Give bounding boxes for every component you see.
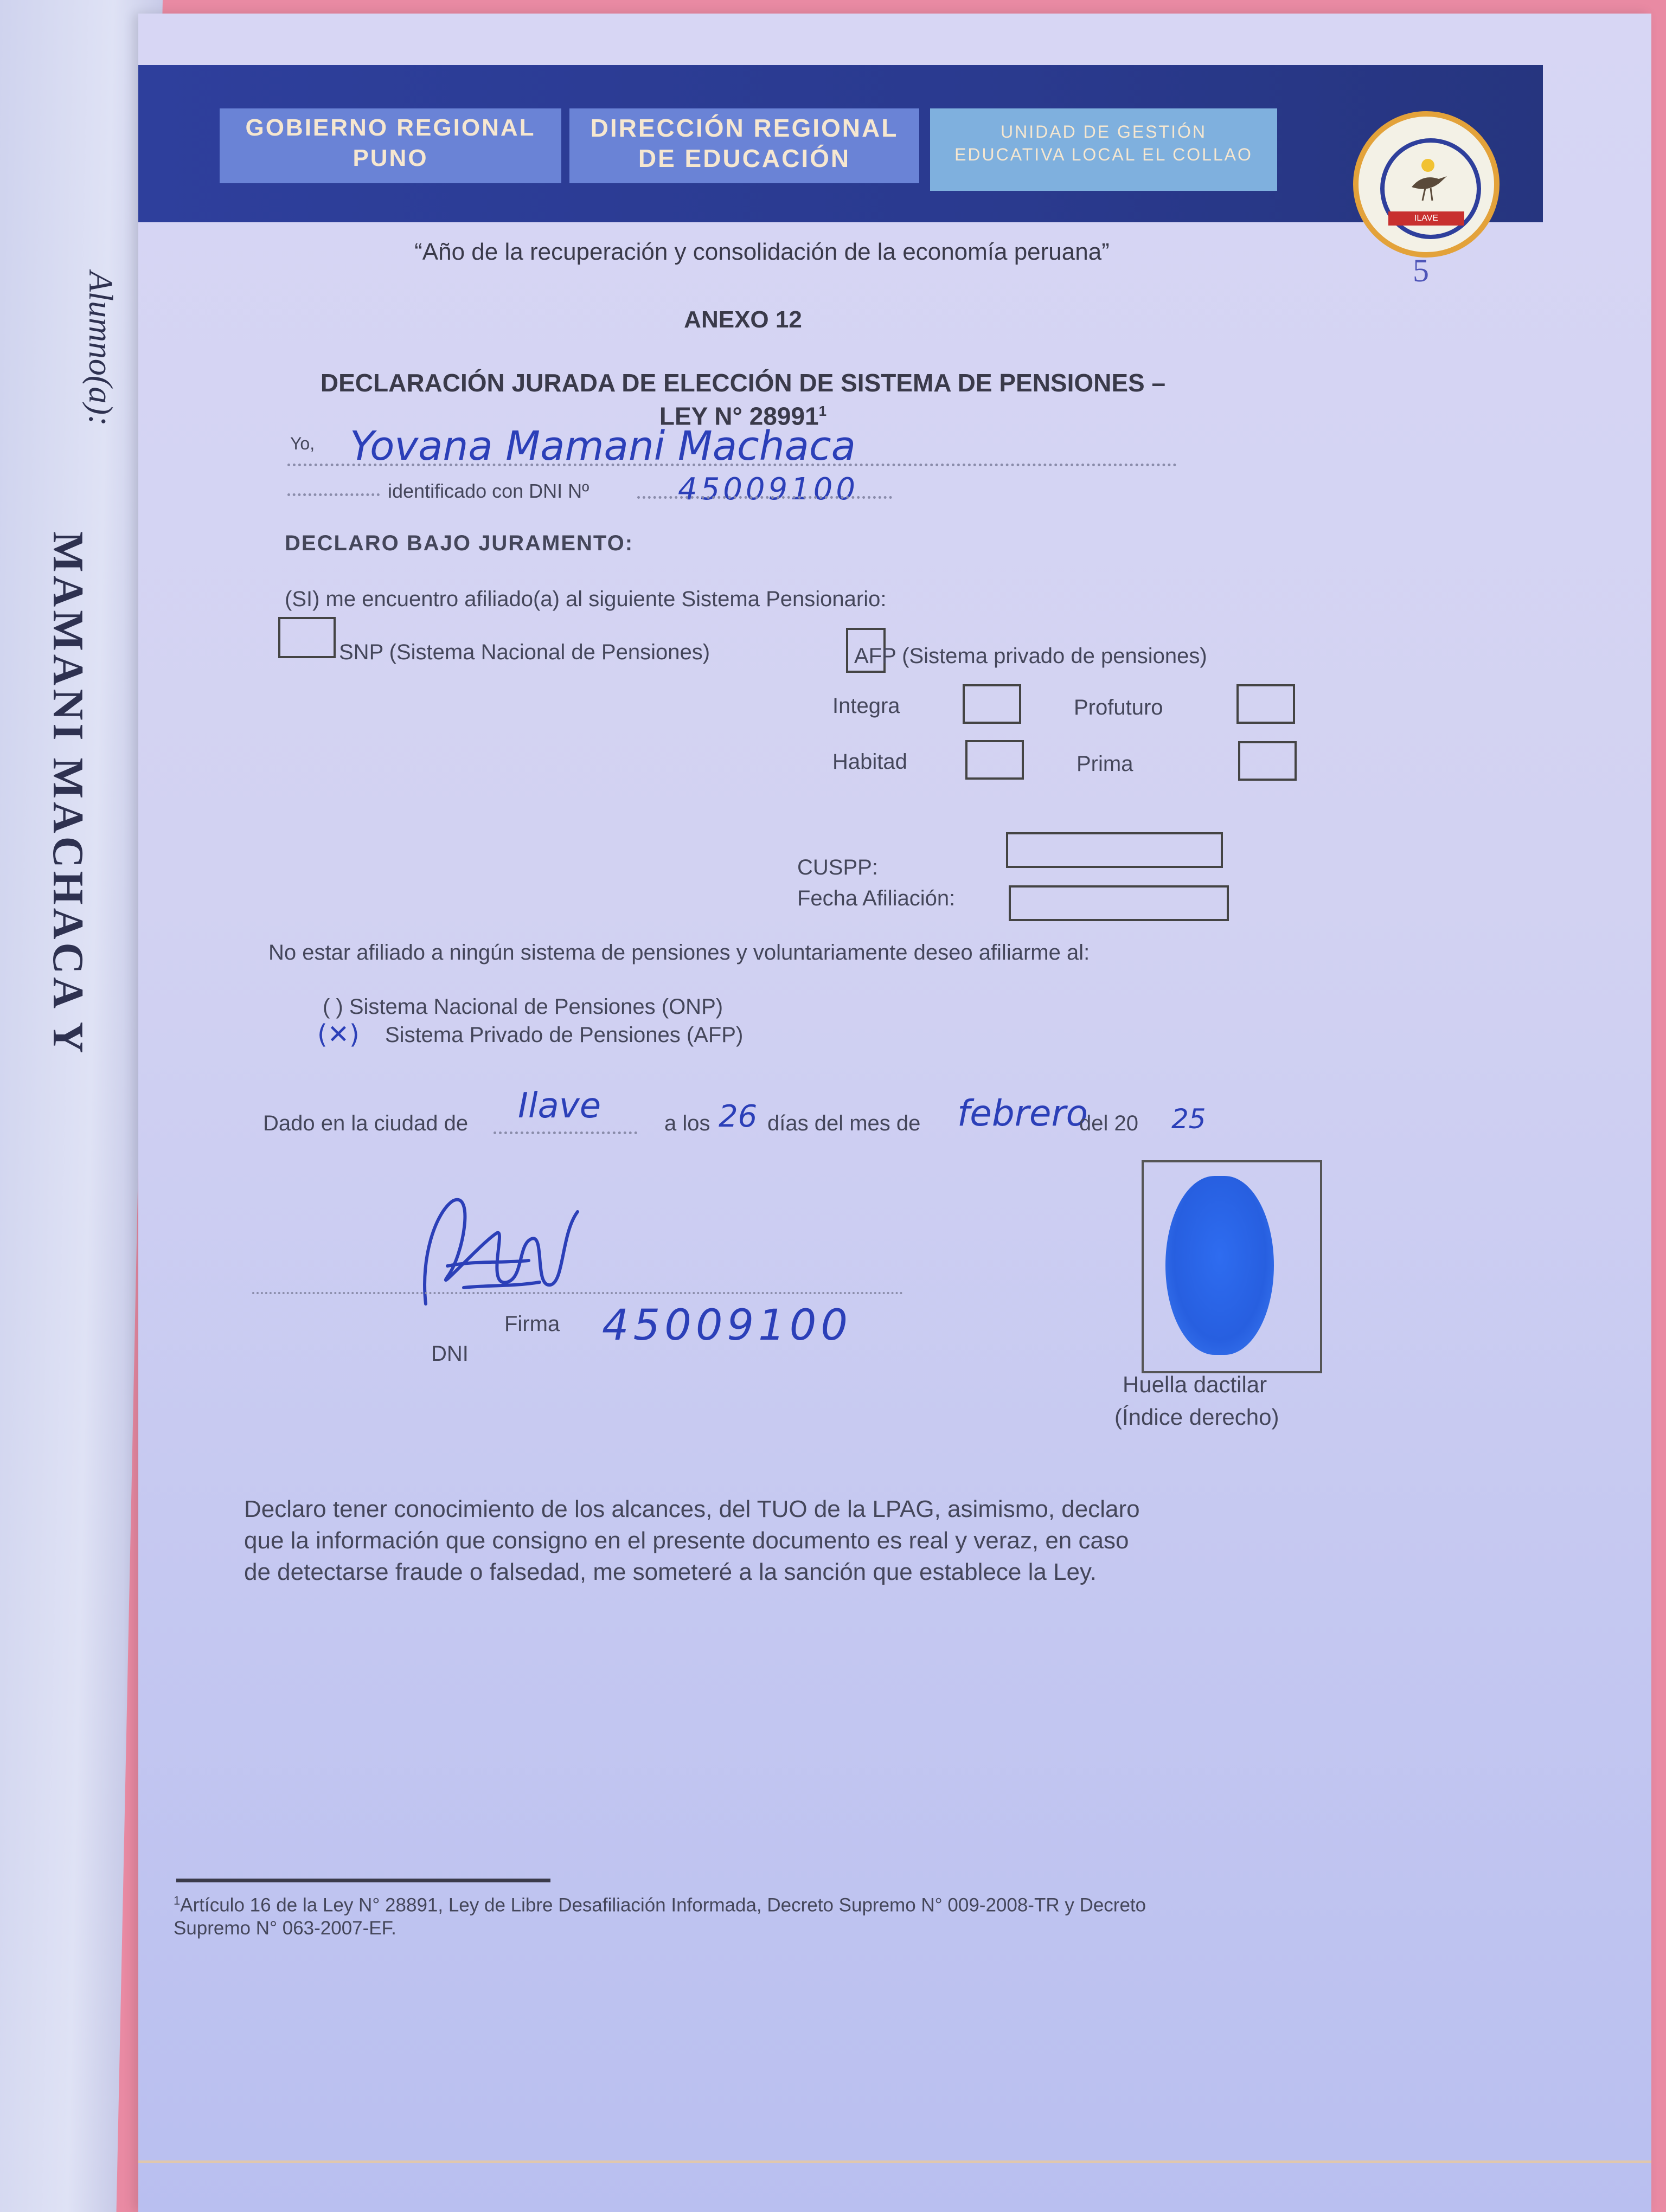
habitat-checkbox[interactable] [965,740,1024,780]
spine-label: Alumno(a): [82,271,119,426]
place-prefix: Dado en la ciudad de [263,1111,469,1135]
annex-title: ANEXO 12 [684,306,802,333]
title-footnote-mark: 1 [818,403,827,419]
header-box-ugel [930,108,1277,191]
dni-label: identificado con DNI Nº [388,480,589,502]
document-title-line2: LEY N° 28991 [659,402,819,430]
option-afp-mark[interactable]: (✕) [317,1019,360,1050]
name-line [287,464,1177,466]
header-box-direccion-line1: DIRECCIÓN REGIONAL [590,114,899,142]
logo-text: ILAVE [1388,211,1464,226]
no-affiliated-text: No estar afiliado a ningún sistema de pensiones y voluntariamente deseo afiliarme al: [268,941,1090,964]
header-box-gobierno-line2: PUNO [353,145,428,171]
footnote-line2: Supremo N° 063-2007-EF. [174,1917,396,1939]
declaration-line2: que la información que consigno en el presente documento es real y veraz, en caso [244,1527,1129,1554]
option-afp[interactable]: Sistema Privado de Pensiones (AFP) [385,1023,744,1047]
header-banner [138,65,1543,265]
a-los-label: a los [664,1111,710,1135]
signature [415,1179,588,1320]
fingerprint-icon [1165,1176,1274,1355]
afp-label: AFP (Sistema privado de pensiones) [854,644,1207,668]
dni-sign-value: 45009100 [602,1301,853,1350]
declarant-name: Yovana Mamani Machaca [350,423,856,470]
ugel-logo [1353,111,1500,258]
footnote-mark: 1 [174,1894,181,1907]
dni-value: 45009100 [678,472,859,507]
profuturo-label: Profuturo [1074,696,1163,719]
declaration-line3: de detectarse fraude o falsedad, me someteré a la sanción que establece la Ley. [244,1559,1097,1585]
fingerprint-label-line1: Huella dactilar [1123,1372,1267,1397]
header-box-gobierno [220,108,561,183]
snp-checkbox[interactable] [278,617,336,658]
dni-line [637,496,892,499]
declaro-heading: DECLARO BAJO JURAMENTO: [285,531,634,555]
fingerprint-box [1142,1160,1322,1373]
document-sheet [138,14,1651,2212]
year-prefix: del 20 [1079,1111,1138,1135]
si-affiliated-text: (SI) me encuentro afiliado(a) al siguiente Sistema Pensionario: [285,587,887,611]
signature-line [252,1292,903,1294]
bottom-ornament [138,2160,1651,2174]
bird-icon [1401,155,1455,203]
spine-student-name: MAMANI MACHACA Y [44,531,92,1057]
year-suffix: 25 [1171,1103,1206,1135]
prima-label: Prima [1077,752,1133,776]
profuturo-checkbox[interactable] [1236,684,1295,724]
integra-checkbox[interactable] [963,684,1021,724]
page-number: 5 [1413,253,1429,288]
day-value: 26 [719,1099,758,1134]
yo-label: Yo, [290,434,315,453]
dni-sign-label: DNI [431,1342,469,1366]
fecha-afiliacion-label: Fecha Afiliación: [797,886,956,910]
cuspp-field[interactable] [1006,832,1223,868]
footnote-line1: Artículo 16 de la Ley N° 28891, Ley de Libre Desafiliación Informada, Decreto Supremo N° 009-2008-TR y Decreto [180,1894,1146,1916]
header-box-gobierno-line1: GOBIERNO REGIONAL [245,114,536,141]
footnote-rule [176,1879,550,1882]
firma-label: Firma [504,1312,560,1336]
month-value: febrero [957,1092,1088,1134]
footnote [174,1889,1340,1940]
option-onp[interactable]: ( ) Sistema Nacional de Pensiones (ONP) [323,995,723,1019]
declaration-line1: Declaro tener conocimiento de los alcances, del TUO de la LPAG, asimismo, declaro [244,1496,1140,1522]
snp-label: SNP (Sistema Nacional de Pensiones) [339,640,710,664]
fingerprint-label-line2: (Índice derecho) [1114,1404,1279,1430]
document-title [138,369,1348,430]
header-box-ugel-line1: UNIDAD DE GESTIÓN [1001,122,1207,142]
dias-mes-label: días del mes de [767,1111,921,1135]
year-tagline: “Año de la recuperación y consolidación de la economía peruana” [414,239,1110,265]
fecha-afiliacion-field[interactable] [1009,885,1229,921]
habitat-label: Habitad [832,750,907,774]
header-box-direccion-line2: DE EDUCACIÓN [638,144,851,172]
dni-leading-line [287,493,380,496]
city-line [494,1131,637,1134]
cuspp-label: CUSPP: [797,856,878,879]
header-box-ugel-line2: EDUCATIVA LOCAL EL COLLAO [954,145,1253,164]
header-box-direccion [569,108,919,183]
declaration-text [244,1494,1140,1588]
integra-label: Integra [832,694,900,718]
city-value: Ilave [518,1086,601,1126]
prima-checkbox[interactable] [1238,741,1297,781]
document-title-line1: DECLARACIÓN JURADA DE ELECCIÓN DE SISTEMA DE PENSIONES – [320,369,1166,397]
